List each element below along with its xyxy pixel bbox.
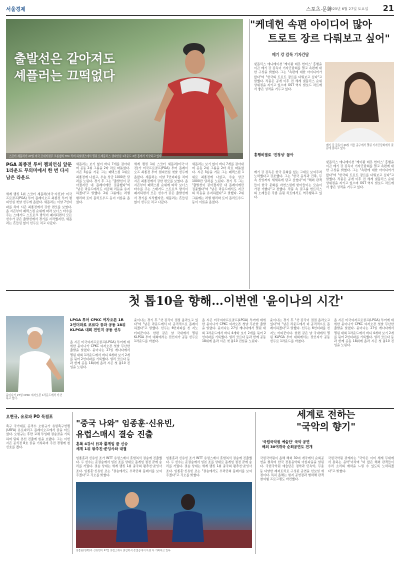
lpga-subhead (70, 318, 130, 334)
brief-body: 축구 국가대표 공격수 오현규가 유럽축구연맹(UEFA) 유로파리그 플레이오프에서 골을 터트렸다. 오현규는 후반 교체 투입돼 결승골을 기록하며 팀의 본선 진출에 힘을 보탰다. 그는 이번 시즌 공식전 8호 골을 기록하며 주전 경쟁에 청신호를 켰다. (6, 424, 70, 450)
gukak-subhead-line2: 해외 30여개국 순회공연도 전개 (262, 445, 313, 450)
column-divider-2 (72, 412, 73, 554)
lpga-body-col2: 윤이나는 경기 후 "샷 감각이 점점 올라오고 있다"며 "남은 라운드에서 더 공격적으로 플레이하겠다"고 말했다. 선두는 6언더파를 친 지노 티띠꾼이다. 한편 같은 날 국내에서 열린 KLPGA 투어 대회에서는 전인지가 공동 선두로 1라운드를 마쳤다. (134, 318, 198, 344)
interview-body-2: 메기 강 감독은 한국 문화를 있는 그대로 보여주려 노력했다고 강조했다. 그는 "한국 음식과 건축, 무속 신앙까지 세세하게 담고 싶었다"며 "해외 관객들이 한국 문화를 자연스럽게 받아들이는 모습이 가장 기뻤다"고 전했다. 작품 속 걸그룹 헌트릭스의 노래들은 각종 음원 차트에서도 역주행하고 있다. (254, 170, 322, 200)
golfer-figure (150, 24, 240, 156)
issue-date: 2025년 6월 27일 토요일 (328, 7, 369, 11)
golf-body: 세계 랭킹 1위 스코티 셰플러(미국·사진)가 미국프로골프(PGA) 투어 플레이오프 최종전 투어 챔피언십 첫날 선두에 올랐다. 셰플러는 이날 7언더파를 치며 시즌 최종전에서 강한 면모를 보였다. 올 시즌부터 페덱스컵 순위에 따라 보너스 타수를 주는 스태거드 스트로크 방식이 폐지되면서 모든 선수가 같은 출발선에서 경기를 시작했지만, 셰플러는 흔들림 없이 선두로 치고 나갔다. (6, 192, 72, 226)
lpga-body-col3: 올 시즌 미국여자프로골프(LPGA) 투어에 데뷔한 윤이나가 CPKC 여자오픈 첫날 무난한 출발을 알렸다. 윤이나는 27일 캐나다에서 열린 대회 1라운드에서 버디 4개와 보기 2개를 묶어 2언더파를 기록했다. 넬리 코르다 등과 함께 공동 18위에 올라 시즌 첫 톱10 진입을 노린다. (202, 318, 266, 344)
gukak-headline-line1: 세계로 전하는 (296, 410, 356, 421)
lpga-photo (6, 316, 64, 392)
tabletennis-body-col2: 임종훈과 신유빈 조가 WTT 유럽스매시 혼합복식 결승에 진출했다. 두 선수는 준결승에서 일본 조를 상대로 풀게임 접전 끝에 승리를 거뒀다. 결승 상대는 세계 랭킹 1위 중국의 왕추친·쑨잉사 조다. 임종훈·신유빈 조는 "결승에서도 우리만의 플레이를 보여주겠다"고 각오를 밝혔다. (166, 456, 252, 477)
interview-headline (250, 19, 394, 46)
section-rule-2 (6, 408, 394, 409)
golf-body-col4: 셰플러는 보기 없이 버디 7개를 잡아내며 공동 2위 그룹을 2타 차로 따돌렸다. 시즌 5승을 거둔 그는 페덱스컵 1위로 최종전에 나섰고, 우승 상금 1000만 달러를 노린다. 경기 후 그는 "출발선이 같아졌지만 내 플레이에만 집중했다"며 "남은 라운드에서도 지금의 리듬을 유지하겠다"고 말했다. 2위 그룹에는 러셀 헨리와 토미 플리트우드 등이 이름을 올렸다. (192, 162, 244, 204)
tabletennis-photo (76, 482, 252, 548)
interview-subhead: 메기 강 감독 기자간담 (272, 52, 309, 57)
section-rule (6, 290, 394, 291)
gukak-subhead (262, 440, 394, 450)
lpga-photo-caption: 윤이나가 27일 CPKC 여자오픈 1라운드에서 티샷하고 있다. (6, 394, 62, 401)
lpga-body: 올 시즌 미국여자프로골프(LPGA) 투어에 데뷔한 윤이나가 CPKC 여자오픈 첫날 무난한 출발을 알렸다. 윤이나는 27일 캐나다에서 열린 대회 1라운드에서 버디 4개와 보기 2개를 묶어 2언더파를 기록했다. 넬리 코르다 등과 함께 공동 18위에 올라 시즌 첫 톱10 진입을 노린다. (70, 340, 130, 370)
hero-headline-line1: 출발선은 같아져도 (14, 51, 115, 66)
lpga-body-col5: 올 시즌 미국여자프로골프(LPGA) 투어에 데뷔한 윤이나가 CPKC 여자오픈 첫날 무난한 출발을 알렸다. 윤이나는 27일 캐나다에서 열린 대회 1라운드에서 버디 4개와 보기 2개를 묶어 2언더파를 기록했다. 넬리 코르다 등과 함께 공동 18위에 올라 시즌 첫 톱10 진입을 노린다. (334, 318, 394, 348)
gukak-headline (258, 410, 394, 434)
lpga-subhead-line2: 2언더파로 코르다 등과 공동 18위 (70, 323, 126, 328)
brief-headline: 오현규, 유로파 PO 득점포 (6, 414, 53, 419)
gukak-subhead-line1: '국립국악원 예술단' 국악 공연 (262, 440, 310, 444)
tabletennis-body: 임종훈과 신유빈 조가 WTT 유럽스매시 혼합복식 결승에 진출했다. 두 선수는 준결승에서 일본 조를 상대로 풀게임 접전 끝에 승리를 거뒀다. 결승 상대는 세계 랭킹 1위 중국의 왕추친·쑨잉사 조다. 임종훈·신유빈 조는 "결승에서도 우리만의 플레이를 보여주겠다"고 각오를 밝혔다. (76, 456, 162, 477)
tabletennis-subhead (76, 442, 252, 452)
section-name: 스포츠·문화 (306, 7, 332, 13)
director-photo-caption: 메기 강 감독이 26일 서울 중구에서 열린 기자간담회에서 질문에 답하고 있다. (326, 144, 394, 151)
golf-body-col2: 셰플러는 보기 없이 버디 7개를 잡아내며 공동 2위 그룹을 2타 차로 따돌렸다. 시즌 5승을 거둔 그는 페덱스컵 1위로 최종전에 나섰고, 우승 상금 1000만 달러를 노린다. 경기 후 그는 "출발선이 같아졌지만 내 플레이에만 집중했다"며 "남은 라운드에서도 지금의 리듬을 유지하겠다"고 말했다. 2위 그룹에는 러셀 헨리와 토미 플리트우드 등이 이름을 올렸다. (76, 162, 130, 204)
tabletennis-subhead-line1: 혼복 4강서 日과 풀게임 끝 신승 (76, 442, 128, 446)
tabletennis-photo-caption: 임종훈(왼쪽)과 신유빈이 27일 유럽스매시 혼합복식 준결승에서 득점 후 기뻐하고 있다. (76, 549, 172, 552)
director-photo (325, 62, 394, 142)
column-divider-3 (255, 412, 256, 554)
tabletennis-players-figure (76, 482, 252, 548)
paper-name: 서울경제 (6, 7, 26, 13)
lpga-headline: 첫 톱10을 향해…이번엔 '윤이나의 시간' (128, 294, 344, 308)
column-divider (249, 19, 250, 289)
photo-caption: 스코티 셰플러가 27일 미국 코네티컷주 크롬웰의 TPC 리버 하일랜즈에서 열린 트래블러스 챔피언십 1라운드 2번 홀에서 티샷하고 있다. (9, 155, 163, 158)
lpga-subhead-line1: LPGA 투어 CPKC 여자오픈 1R (70, 318, 124, 322)
hero-headline (14, 50, 164, 84)
interview-subhead-2: 흥행비결로 '진정성' 꼽아 (254, 153, 294, 157)
interview-body-3: 넷플릭스 애니메이션 '케이팝 데몬 헌터스' 흥행을 이끈 메기 강 감독이 기자간담회를 열고 속편에 대한 구상을 밝혔다. 그는 "속편에 대한 아이디어가 많다"며 "한국의 트로트 장르를 다뤄보고 싶다"고 말했다. 작품은 공개 이후 전 세계 넷플릭스 순위 상위권을 지키고 있으며 OST 역시 빌보드 차트에서 좋은 성적을 거두고 있다. (326, 160, 394, 190)
director-figure (325, 62, 394, 142)
tabletennis-subhead-line2: 세계 1위 왕추친·쑨잉사와 대결 (76, 447, 127, 452)
lpga-subhead-line3: KLPGA 대회 전인지 공동 선두 (70, 328, 121, 333)
tabletennis-headline-line2: 유럽스매시 결승 진출 (76, 428, 153, 439)
lpga-player-figure (6, 316, 64, 392)
tabletennis-headline (76, 418, 252, 439)
golf-subhead: PGA 최종전 투어 챔피언십 앞둔 1라운드 무의미에서 한 번 다시 남은 라운드 (6, 163, 72, 181)
interview-body: 넷플릭스 애니메이션 '케이팝 데몬 헌터스' 흥행을 이끈 메기 강 감독이 기자간담회를 열고 속편에 대한 구상을 밝혔다. 그는 "속편에 대한 아이디어가 많다"며 "한국의 트로트 장르를 다뤄보고 싶다"고 말했다. 작품은 공개 이후 전 세계 넷플릭스 순위 상위권을 지키고 있으며 OST 역시 빌보드 차트에서 좋은 성적을 거두고 있다. (254, 62, 322, 92)
page-number: 21 (382, 4, 394, 13)
interview-headline-line2: 트로트 장르 다뤄보고 싶어" (268, 33, 390, 45)
interview-headline-line1: "케데헌 속편 아이디어 많아 (250, 20, 372, 31)
masthead (6, 4, 394, 16)
tabletennis-headline-line1: "중국 나와" 임종훈·신유빈, (76, 418, 176, 428)
golfer-photo (6, 19, 243, 159)
golf-body-col3: 세계 랭킹 1위 스코티 셰플러(미국·사진)가 미국프로골프(PGA) 투어 플레이오프 최종전 투어 챔피언십 첫날 선두에 올랐다. 셰플러는 이날 7언더파를 치며 시즌 최종전에서 강한 면모를 보였다. 올 시즌부터 페덱스컵 순위에 따라 보너스 타수를 주는 스태거드 스트로크 방식이 폐지되면서 모든 선수가 같은 출발선에서 경기를 시작했지만, 셰플러는 흔들림 없이 선두로 치고 나갔다. (134, 162, 188, 204)
gukak-body: 국립국악원이 올해 해외 30여 개국에서 순회공연을 펼치며 한국 전통음악의 아름다움을 알린다. 국립국악원 예술단은 정악과 민속악, 무용 등 다양한 레퍼토리로 구성된 공연을 선보일 예정이다. 특히 올해는 현지 공연장과 협력해 관객 참여형 프로그램도 마련했다. (260, 456, 324, 482)
hero-headline-line2: 셰플러는 끄떡없다 (14, 68, 115, 83)
gukak-headline-line2: "국악의 향기" (296, 422, 356, 433)
lpga-body-col4: 윤이나는 경기 후 "샷 감각이 점점 올라오고 있다"며 "남은 라운드에서 더 공격적으로 플레이하겠다"고 말했다. 선두는 6언더파를 친 지노 티띠꾼이다. 한편 같은 날 국내에서 열린 KLPGA 투어 대회에서는 전인지가 공동 선두로 1라운드를 마쳤다. (270, 318, 330, 344)
gukak-body-col2: 국립국악원 관계자는 "국악은 이미 세계 무대에서 통하는 음악"이라며 "더 많은 해외 관객들이 우리 소리의 매력을 느낄 수 있도록 노력하겠다"고 밝혔다. (328, 456, 394, 473)
